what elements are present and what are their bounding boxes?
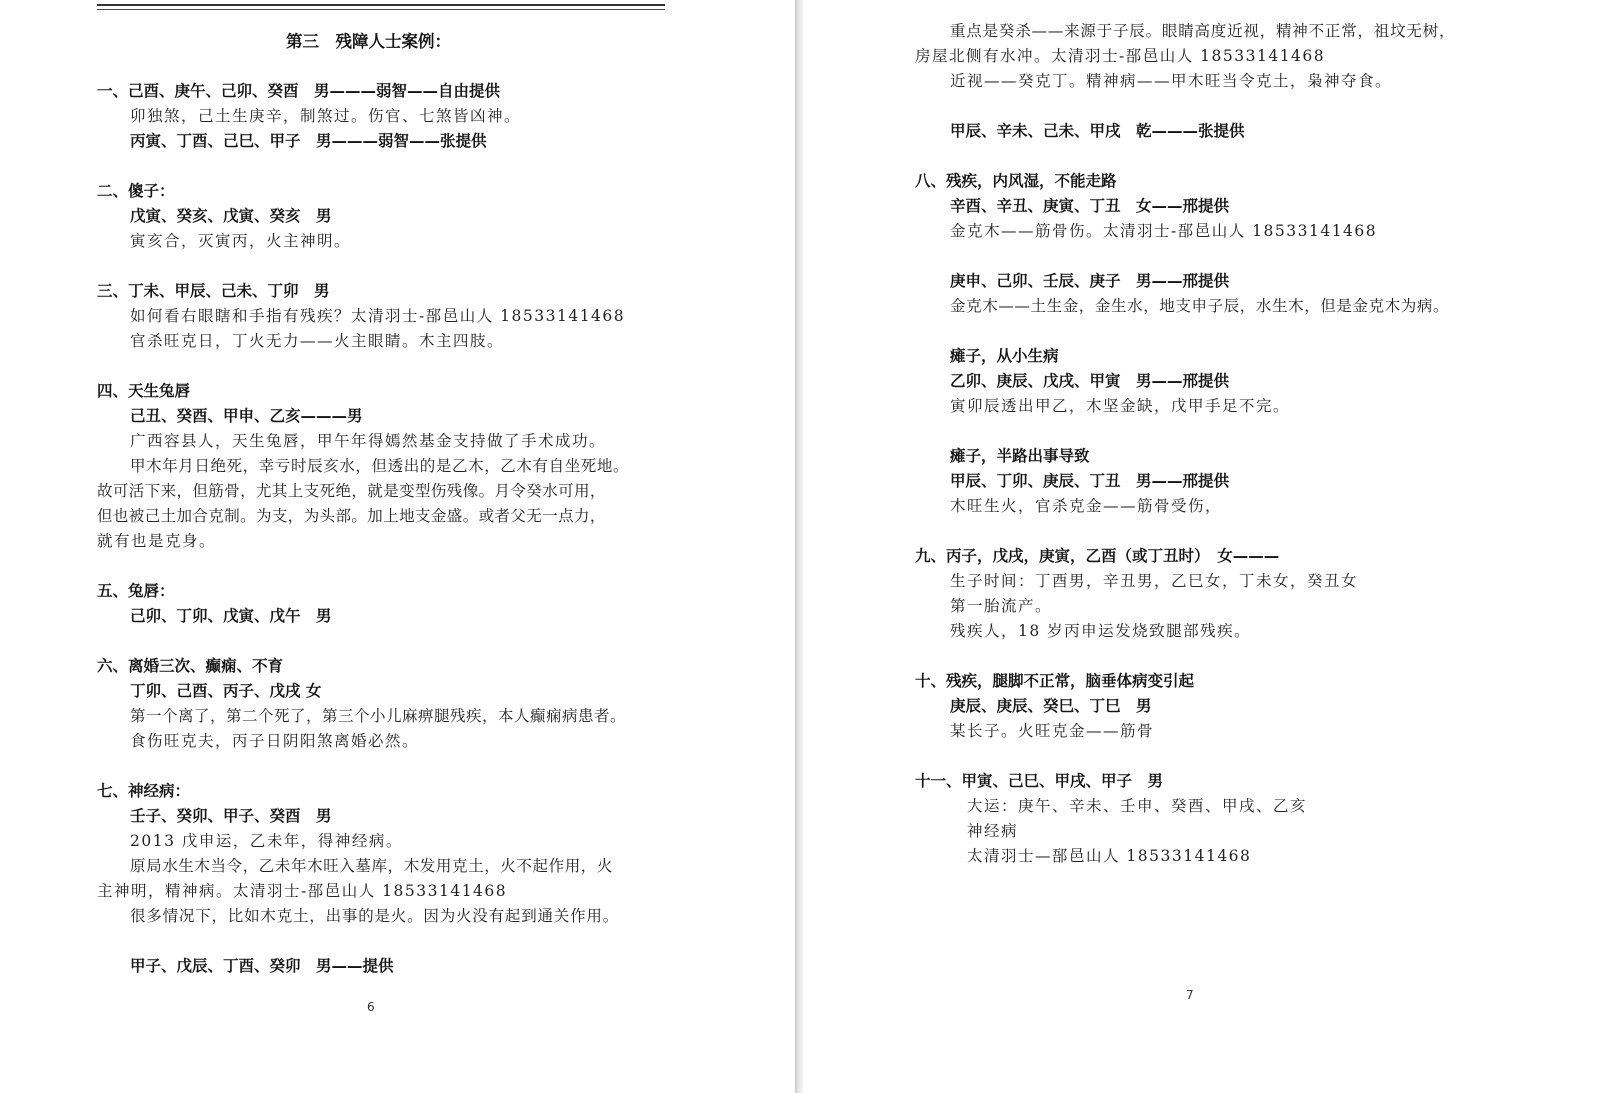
section-heading-10: 十、残疾，腿脚不正常，脑垂体病变引起 (915, 672, 1195, 690)
page-number-right: 7 (1186, 988, 1194, 1002)
body-line: 第一胎流产。 (950, 597, 1053, 615)
page-number-left: 6 (367, 1000, 375, 1014)
chart-line: 甲子、戊辰、丁酉、癸卯 男——提供 (130, 957, 394, 975)
body-line: 2013 戊申运，乙未年，得神经病。 (130, 832, 403, 850)
section-heading-9: 九、丙子，戊戌，庚寅，乙酉（或丁丑时） 女——— (915, 547, 1280, 565)
section-heading-5: 五、兔唇： (97, 582, 175, 600)
section-heading-1: 一、己酉、庚午、己卯、癸酉 男———弱智——自由提供 (97, 82, 501, 100)
body-line: 近视——癸克丁。精神病——甲木旺当令克土，枭神夺食。 (950, 72, 1393, 90)
chart-line: 壬子、癸卯、甲子、癸酉 男 (130, 807, 332, 825)
chart-line: 庚辰、庚辰、癸巳、丁巳 男 (950, 697, 1152, 715)
page-left (0, 0, 795, 1093)
section-heading-7: 七、神经病： (97, 782, 191, 800)
body-line: 主神明，精神病。太清羽士-郚邑山人 18533141468 (97, 882, 508, 900)
body-line: 大运：庚午、辛未、壬申、癸酉、甲戌、乙亥 (967, 797, 1308, 815)
body-line: 房屋北侧有水冲。太清羽士-郚邑山人 18533141468 (915, 47, 1326, 65)
body-line: 金克木——土生金，金生水，地支申子辰，水生木，但是金克木为病。 (950, 297, 1450, 315)
page-right (803, 0, 1614, 1093)
body-line: 残疾人，18 岁丙申运发烧致腿部残疾。 (950, 622, 1252, 640)
body-line: 官杀旺克日，丁火无力——火主眼睛。木主四肢。 (130, 332, 505, 350)
chart-line: 甲辰、辛未、己未、甲戌 乾———张提供 (950, 122, 1245, 140)
body-line: 某长子。火旺克金——筋骨 (950, 722, 1155, 740)
section-heading-2: 二、傻子： (97, 182, 175, 200)
body-line: 广西容县人，天生兔唇，甲午年得嫣然基金支持做了手术成功。 (130, 432, 607, 450)
body-line: 如何看右眼瞎和手指有残疾？太清羽士-郚邑山人 18533141468 (130, 307, 626, 325)
chart-line: 戊寅、癸亥、戊寅、癸亥 男 (130, 207, 332, 225)
chart-line: 甲辰、丁卯、庚辰、丁丑 男——邢提供 (950, 472, 1230, 490)
body-line: 食伤旺克夫，丙子日阴阳煞离婚必然。 (130, 732, 420, 750)
subheading: 瘫子，半路出事导致 (950, 447, 1090, 465)
section-heading-4: 四、天生兔唇 (97, 382, 191, 400)
body-line: 金克木——筋骨伤。太清羽士-郚邑山人 18533141468 (950, 222, 1378, 240)
body-line: 木旺生火，官杀克金——筋骨受伤， (950, 497, 1223, 515)
chart-line: 庚申、己卯、壬辰、庚子 男——邢提供 (950, 272, 1230, 290)
header-rule-thin (97, 9, 665, 10)
section-heading-3: 三、丁未、甲辰、己未、丁卯 男 (97, 282, 330, 300)
body-line: 但也被己土加合克制。为支，为头部。加上地支金盛。或者父无一点力， (97, 507, 606, 525)
body-line: 很多情况下，比如木克土，出事的是火。因为火没有起到通关作用。 (130, 907, 620, 925)
book-gutter (795, 0, 803, 1093)
body-line: 太清羽士—郚邑山人 18533141468 (967, 847, 1252, 865)
body-line: 重点是癸杀——来源于子辰。眼睛高度近视，精神不正常，祖坟无树， (950, 22, 1456, 40)
subheading: 瘫子，从小生病 (950, 347, 1059, 365)
body-line: 寅卯辰透出甲乙，木坚金缺，戊甲手足不完。 (950, 397, 1291, 415)
body-line: 寅亥合，灭寅丙，火主神明。 (130, 232, 352, 250)
body-line: 生子时间：丁酉男，辛丑男，乙巳女，丁未女，癸丑女 (950, 572, 1359, 590)
section-heading-8: 八、残疾，内风湿，不能走路 (915, 172, 1117, 190)
chart-line: 己丑、癸酉、甲申、乙亥———男 (130, 407, 363, 425)
body-line: 卯独煞，己土生庚辛，制煞过。伤官、七煞皆凶神。 (130, 107, 522, 125)
section-heading-11: 十一、甲寅、己巳、甲戌、甲子 男 (915, 772, 1164, 790)
body-line: 就有也是克身。 (97, 532, 217, 550)
chart-line: 丙寅、丁酉、己巳、甲子 男———弱智——张提供 (130, 132, 487, 150)
section-heading-6: 六、离婚三次、癫痫、不育 (97, 657, 284, 675)
chart-line: 乙卯、庚辰、戊戌、甲寅 男——邢提供 (950, 372, 1230, 390)
body-line: 第一个离了，第二个死了，第三个小儿麻痹腿残疾，本人癫痫病患者。 (130, 707, 627, 725)
body-line: 甲木年月日绝死，幸亏时辰亥水，但透出的是乙木，乙木有自坐死地。 (130, 457, 630, 475)
chart-line: 辛酉、辛丑、庚寅、丁丑 女——邢提供 (950, 197, 1230, 215)
chart-line: 己卯、丁卯、戊寅、戊午 男 (130, 607, 332, 625)
body-line: 原局水生木当令，乙未年木旺入墓库，木发用克土，火不起作用，火 (130, 857, 614, 875)
chapter-title: 第三 残障人士案例： (286, 32, 451, 51)
header-rule-thick (97, 4, 665, 6)
body-line: 神经病 (967, 822, 1019, 840)
body-line: 故可活下来，但筋骨，尤其上支死绝，就是变型伤残像。月令癸水可用， (97, 482, 606, 500)
chart-line: 丁卯、己酉、丙子、戊戌 女 (130, 682, 322, 700)
